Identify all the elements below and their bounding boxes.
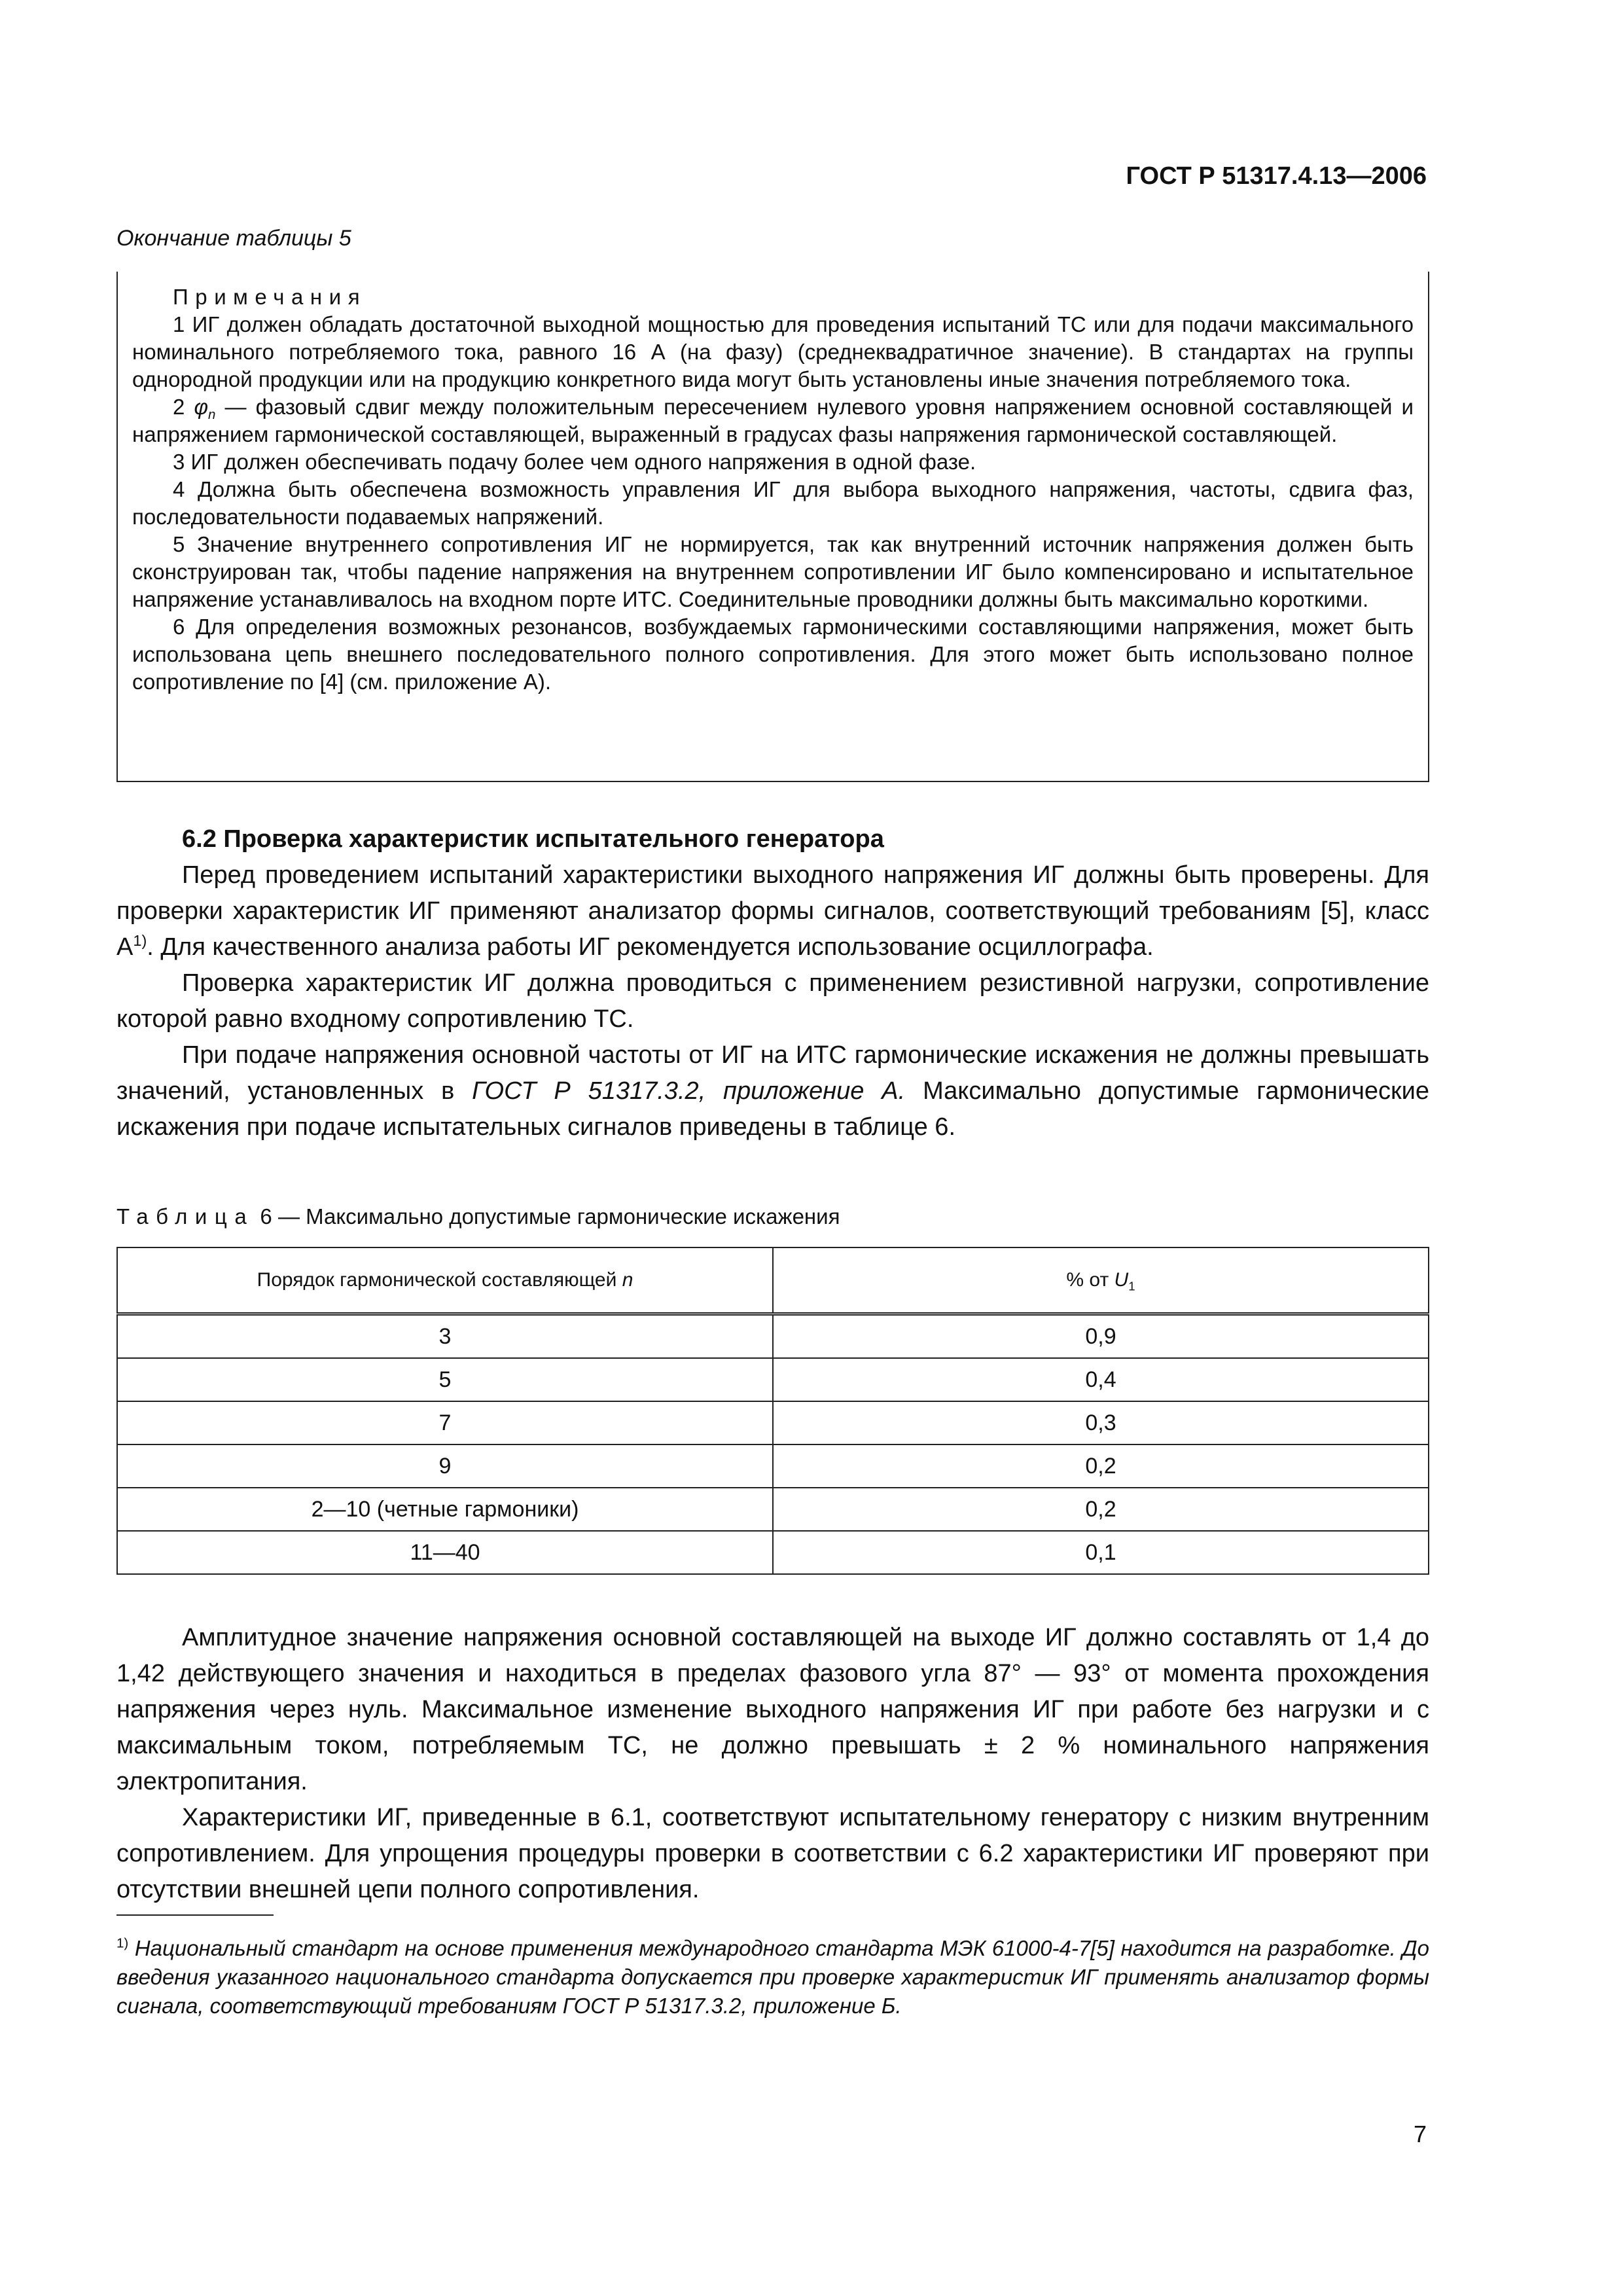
table-row: [117, 1444, 1429, 1488]
table-caption-label: Таблица: [116, 1204, 255, 1229]
document-header: ГОСТ Р 51317.4.13—2006: [1126, 162, 1427, 190]
footnote-mark: 1): [116, 1935, 129, 1951]
table-row: [117, 1531, 1429, 1574]
paragraph-verification-start: Перед проведением испытаний характеристики выходного напряжения ИГ должны быть проверены. Для проверки характеристик ИГ применяют анализатор формы сигналов, соответствующий требованиям [5], класс А: [116, 861, 1429, 961]
note-2: [132, 393, 1414, 448]
table-cell-percent: 0,3: [773, 1401, 1429, 1444]
notes-content: [132, 283, 1414, 696]
col1-header-var: n: [622, 1269, 633, 1291]
table-cell-order: 7: [117, 1401, 773, 1444]
note-2-text: — фазовый сдвиг между положительным пересечением нулевого уровня напряжением основной составляющей и напряжением гармонической составляющей, выраженный в градусах фазы напряжения гармонической составляющей.: [132, 395, 1414, 446]
paragraph-verification: [116, 857, 1429, 965]
note-1: 1 ИГ должен обладать достаточной выходной мощностью для проведения испытаний ТС или для подачи максимального номинального потребляемого тока, равного 16 А (на фазу) (среднеквадратичное значение). В стандартах на группы однородной продукции или на продукцию конкретного вида могут быть установлены иные значения потребляемого тока.: [132, 312, 1414, 391]
notes-title: Примечания: [173, 285, 367, 309]
paragraph-distortion-end: Максимально допустимые гармонические искажения при подаче испытательных сигналов приведены в таблице 6.: [116, 1077, 1429, 1141]
col2-header-sub: 1: [1128, 1279, 1135, 1293]
note-3: 3 ИГ должен обеспечивать подачу более чем одного напряжения в одной фазе.: [173, 450, 976, 474]
table-row: [117, 1314, 1429, 1359]
table-row: [117, 1401, 1429, 1444]
note-6: 6 Для определения возможных резонансов, возбуждаемых гармоническими составляющими напряжения, может быть использована цепь внешнего последовательного полного сопротивления. Для этого может быть использовано полное сопротивление по [4] (см. приложение А).: [132, 615, 1414, 694]
table-cell-percent: 0,1: [773, 1531, 1429, 1574]
note-2-num: 2: [173, 395, 185, 419]
table-header-row: [117, 1247, 1429, 1314]
paragraph-resistive-load: Проверка характеристик ИГ должна проводиться с применением резистивной нагрузки, сопротивление которой равно входному сопротивлению ТС.: [116, 969, 1429, 1033]
table-continuation-label: Окончание таблицы 5: [116, 226, 351, 251]
table-caption-num: 6: [260, 1204, 272, 1229]
section-6-2: [116, 821, 1429, 1145]
paragraph-low-impedance: Характеристики ИГ, приведенные в 6.1, соответствуют испытательному генератору с низким внутренним сопротивлением. Для упрощения процедуры проверки в соответствии с 6.2 характеристики ИГ проверяют при отсутствии внешней цепи полного сопротивления.: [116, 1804, 1429, 1903]
note-5: 5 Значение внутреннего сопротивления ИГ не нормируется, так как внутренний источник напряжения должен быть сконструирован так, чтобы падение напряжения на внутреннем сопротивлении ИГ было компенсировано и испытательное напряжение устанавливалось на входном порте ИТС. Соединительные проводники должны быть максимально короткими.: [132, 532, 1414, 611]
table5-notes-box: [116, 272, 1429, 782]
paragraph-distortion: [116, 1037, 1429, 1145]
table-cell-order: 5: [117, 1358, 773, 1401]
note-4: 4 Должна быть обеспечена возможность управления ИГ для выбора выходного напряжения, частоты, сдвига фаз, последовательности подаваемых напряжений.: [132, 477, 1414, 529]
table-cell-order: 9: [117, 1444, 773, 1488]
col2-header-var: U: [1114, 1269, 1129, 1291]
col1-header-text: Порядок гармонической составляющей: [257, 1269, 622, 1291]
table6-caption: [116, 1204, 840, 1229]
table-cell-order: 11—40: [117, 1531, 773, 1574]
col-percent-header: [773, 1247, 1429, 1314]
table-cell-percent: 0,2: [773, 1488, 1429, 1531]
phi-subscript: n: [208, 407, 216, 423]
table-cell-order: 3: [117, 1314, 773, 1359]
footnote: [116, 1934, 1429, 2020]
table-cell-percent: 0,4: [773, 1358, 1429, 1401]
footnote-ref[interactable]: 1): [133, 931, 147, 949]
table-cell-percent: 0,9: [773, 1314, 1429, 1359]
footnote-divider: [116, 1914, 274, 1916]
paragraph-distortion-start: При подаче напряжения основной частоты от ИГ на ИТС гармонические искажения не должны превышать значений, установленных в: [116, 1041, 1429, 1105]
section-heading: 6.2 Проверка характеристик испытательного генератора: [182, 825, 884, 853]
table-caption-text: — Максимально допустимые гармонические искажения: [272, 1204, 840, 1229]
paragraph-amplitude: Амплитудное значение напряжения основной составляющей на выходе ИГ должно составлять от 1,4 до 1,42 действующего значения и находиться в пределах фазового угла 87° — 93° от момента прохождения напряжения через нуль. Максимальное изменение выходного напряжения ИГ при работе без нагрузки и с максимальным током, потребляемым ТС, не должно превышать ± 2 % номинального напряжения электропитания.: [116, 1624, 1429, 1795]
footnote-text: Национальный стандарт на основе применения международного стандарта МЭК 61000-4-7[5] находится на разработке. До введения указанного национального стандарта допускается при проверке характеристик ИГ применять анализатор формы сигнала, соответствующий требованиям ГОСТ Р 51317.3.2, приложение Б.: [116, 1936, 1429, 2018]
harmonics-table: [116, 1247, 1429, 1575]
table-cell-order: 2—10 (четные гармоники): [117, 1488, 773, 1531]
phi-symbol: φ: [194, 395, 209, 419]
standard-reference: ГОСТ Р 51317.3.2, приложение А.: [472, 1077, 906, 1105]
col2-header-text: % от: [1066, 1269, 1115, 1291]
table-cell-percent: 0,2: [773, 1444, 1429, 1488]
col-harmonic-order-header: [117, 1247, 773, 1314]
page-number: 7: [1413, 2121, 1427, 2147]
table-row: [117, 1488, 1429, 1531]
after-table-text: [116, 1620, 1429, 1908]
paragraph-verification-end: . Для качественного анализа работы ИГ рекомендуется использование осциллографа.: [147, 933, 1154, 961]
table-row: [117, 1358, 1429, 1401]
